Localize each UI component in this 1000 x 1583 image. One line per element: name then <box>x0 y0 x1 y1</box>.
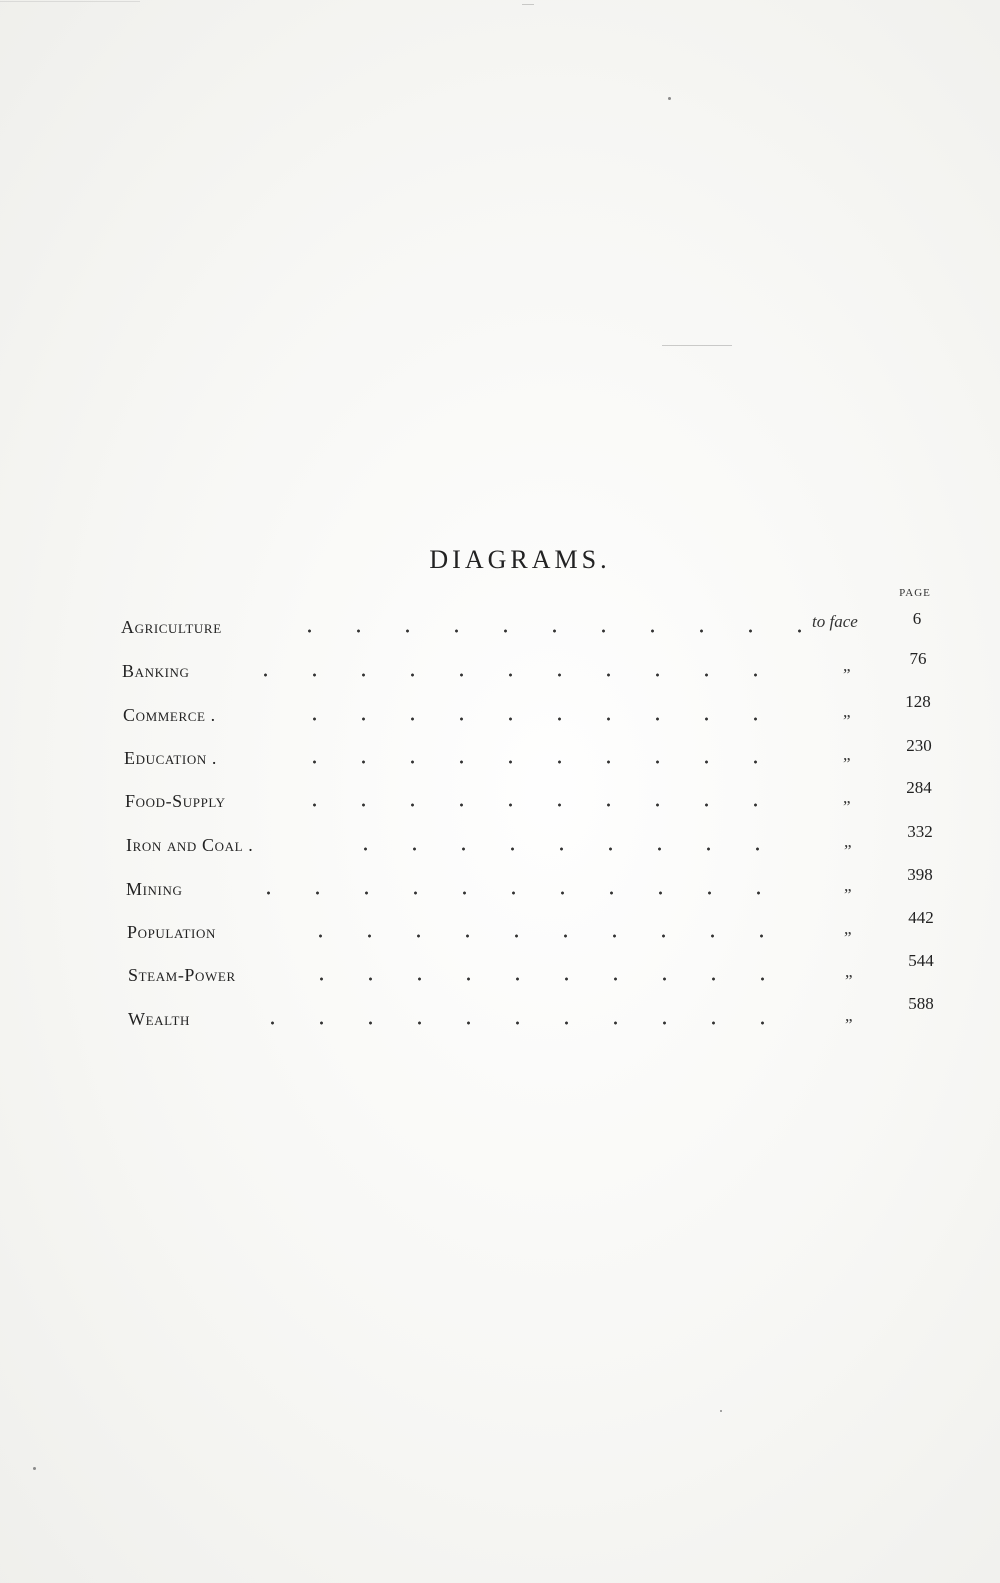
entry-page-number: 398 <box>907 865 933 884</box>
dot-leader <box>241 670 801 680</box>
entry-label: Steam-Power <box>128 965 236 985</box>
dot-leader <box>285 626 803 636</box>
dot-leader <box>341 844 803 854</box>
list-item <box>0 772 1000 812</box>
list-item <box>0 729 1000 769</box>
list-item <box>0 903 1000 943</box>
entry-reference: „ <box>843 702 851 721</box>
dot-leader <box>248 1018 804 1028</box>
scan-speck <box>33 1467 36 1470</box>
page-column-header: PAGE <box>899 587 931 599</box>
entry-label: Iron and Coal . <box>126 835 254 855</box>
entry-label: Agriculture <box>121 617 222 637</box>
entry-reference: to face <box>812 612 858 631</box>
entry-page-number: 442 <box>908 908 934 927</box>
entry-reference: „ <box>845 1006 853 1025</box>
entry-page-number: 544 <box>908 951 934 970</box>
entry-reference: „ <box>844 876 852 895</box>
entry-label: Education . <box>124 748 218 768</box>
scan-smudge <box>0 1 140 2</box>
dot-leader <box>290 757 802 767</box>
entry-reference: „ <box>845 962 853 981</box>
list-item <box>0 946 1000 986</box>
entry-label: Wealth <box>128 1009 190 1029</box>
entry-page-number: 284 <box>906 778 932 797</box>
list-item <box>0 990 1000 1030</box>
list-item <box>0 642 1000 682</box>
entry-reference: „ <box>844 832 852 851</box>
entry-reference: „ <box>843 745 851 764</box>
page-title: DIAGRAMS. <box>429 545 611 574</box>
entry-page-number: 6 <box>912 609 922 628</box>
entry-reference: „ <box>843 656 851 675</box>
entry-label: Population <box>127 922 216 942</box>
entry-label: Mining <box>126 879 183 899</box>
scan-speck <box>668 97 671 100</box>
entry-page-number: 588 <box>908 994 934 1013</box>
list-item <box>0 686 1000 726</box>
entry-reference: „ <box>844 919 852 938</box>
entry-label: Banking <box>122 661 190 681</box>
entry-page-number: 230 <box>906 736 932 755</box>
entry-reference: „ <box>843 788 851 807</box>
list-item <box>0 816 1000 856</box>
entry-page-number: 128 <box>905 692 931 711</box>
dot-leader <box>296 931 804 941</box>
entry-page-number: 76 <box>909 649 927 668</box>
list-item <box>0 598 1000 638</box>
scan-smudge <box>522 4 534 5</box>
scan-smudge <box>662 345 732 346</box>
dot-leader <box>290 714 802 724</box>
dot-leader <box>297 974 804 984</box>
dot-leader <box>244 888 803 898</box>
scan-speck <box>720 1410 722 1412</box>
entry-label: Commerce . <box>123 705 216 725</box>
entry-page-number: 332 <box>907 822 933 841</box>
entry-label: Food-Supply <box>125 791 226 811</box>
list-item <box>0 860 1000 900</box>
dot-leader <box>290 800 802 810</box>
